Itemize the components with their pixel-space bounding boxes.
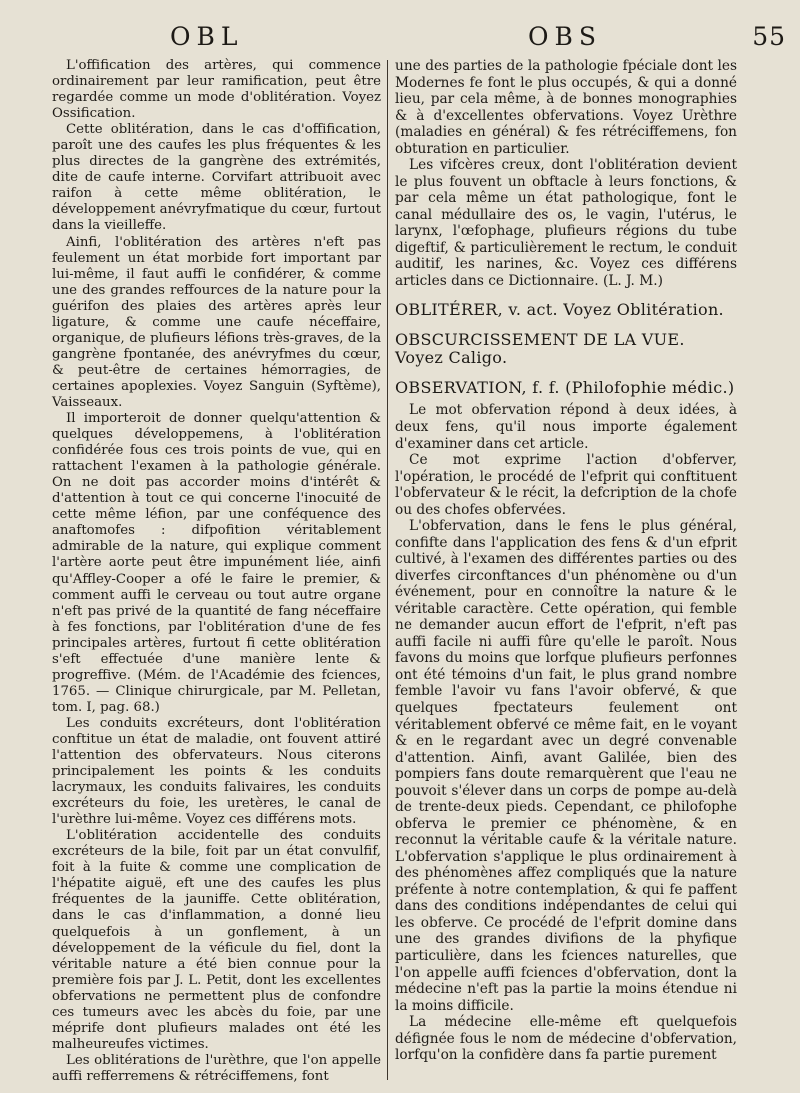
entry-oblitérer-crossref: , v. act. Voyez Oblitération.	[497, 300, 724, 320]
observation-paragraph-3: L'obfervation, dans le fens le plus général, confifte dans l'application des fens & d'un efprit cultivé, à l'examen des différentes parties ou des diverfes circonftances d'un phénomène ou d'un événement, pour en connoître la nature & le véritable caractère. Cette opération, qui femble ne demander aucun effort de l'efprit, n'eft pas auffi facile ni auffi fûre qu'elle le paroît. Nous favons du moins que lorfque plufieurs perfonnes ont été témoins d'un fait, le plus grand nombre femble l'avoir vu fans l'avoir obfervé, & que quelques fpectateurs feulement ont véritablement obfervé ce même fait, en le voyant & en le regardant avec un degré convenable d'attention. Ainfi, avant Galilée, bien des pompiers fans doute remarquèrent que l'eau ne pouvoit s'élever dans un corps de pompe au-delà de trente-deux pieds. Cependant, ce philofophe obferva le premier ce phénomène, & en reconnut la véritable caufe & la véritale nature. L'obfervation s'applique le plus ordinairement à des phénomènes affez compliqués que la nature préfente à notre contemplation, & qui fe paffent dans des conditions indépendantes de celui qui les obferve. Ce procédé de l'efprit domine dans une des grandes divifions de la phyfique particulière, dans les fciences naturelles, que l'on appelle auffi fciences d'obfervation, dont la médecine n'eft pas la partie la moins étendue ni la moins difficile.	[395, 518, 737, 1014]
header-right-keyword: OBS	[528, 22, 602, 51]
entry-observation-headword: OBSERVATION	[395, 378, 522, 398]
left-paragraph-6: L'oblitération accidentelle des conduits excréteurs de la bile, foit par un état convulfif, foit à la fuite & comme une complication de l'hépatite aiguë, eft une des caufes les plus fréquentes de la jauniffe. Cette oblitération, dans le cas d'inflammation, a donné lieu quelquefois à un gonflement, à un développement de la véficule du fiel, dont la véritable nature a été bien connue pour la première fois par J. L. Petit, dont les excellentes obfervations ne permettent plus de confondre ces tumeurs avec les abcès du foie, par une méprife dont plufieurs malades ont été les malheureufes victimes.	[52, 828, 381, 1052]
entry-oblitérer-headword: OBLITÉRER	[395, 300, 498, 320]
left-paragraph-7: Les oblitérations de l'urèthre, que l'on appelle auffi refferremens & rétréciffemens, font	[52, 1052, 381, 1084]
page-number: 55	[752, 22, 786, 51]
header-left-keyword: OBL	[170, 22, 244, 51]
entry-observation	[395, 379, 737, 397]
left-paragraph-5: Les conduits excréteurs, dont l'oblitération conftitue un état de maladie, ont fouvent attiré l'attention des obfervateurs. Nous citerons principalement les points & les conduits lacrymaux, les conduits falivaires, les conduits excréteurs du foie, les uretères, le canal de l'urèthre lui-même. Voyez ces différens mots.	[52, 715, 381, 828]
left-paragraph-4: Il importeroit de donner quelqu'attention & quelques développemens, à l'oblitération confidérée fous ces trois points de vue, qui en rattachent l'examen à la pathologie générale. On ne doit pas accorder moins d'intérêt & d'attention à tout ce qui concerne l'inocuité de cette même léfion, par une conféquence des anaftomofes : difpofition véritablement admirable de la nature, qui explique comment l'artère aorte peut être impunément liée, ainfi qu'Affley-Cooper a ofé le faire le premier, & comment auffi le cerveau ou tout autre organe n'eft pas privé de la quantité de fang néceffaire à fes fonctions, par l'oblitération d'une de fes principales artères, furtout fi cette oblitération s'eft effectuée d'une manière lente & progreffive. (Mém. de l'Académie des fciences, 1765. — Clinique chirurgicale, par M. Pelletan, tom. I, pag. 68.)	[52, 411, 381, 715]
right-paragraph-1: une des parties de la pathologie fpéciale dont les Modernes fe font le plus occupés, & qui a donné lieu, par cela même, à de bonnes monographies & à d'excellentes obfervations. Voyez Urèthre (maladies en général) & fes rétréciffemens, fon obturation en particulier.	[395, 58, 737, 157]
entry-oblitérer	[395, 301, 737, 319]
entry-obscurcissement-headword: OBSCURCISSEMENT DE LA VUE.	[395, 330, 685, 350]
observation-paragraph-2: Ce mot exprime l'action d'obferver, l'opération, le procédé de l'efprit qui conftituent l'obfervateur & le récit, la defcription de la chofe ou des chofes obfervées.	[395, 452, 737, 518]
running-header	[0, 22, 800, 58]
observation-paragraph-4: La médecine elle-même eft quelquefois défignée fous le nom de médecine d'obfervation, lorfqu'on la confidère dans fa partie purement	[395, 1014, 737, 1064]
entry-obscurcissement	[395, 331, 737, 367]
left-paragraph-3: Ainfi, l'oblitération des artères n'eft pas feulement un état morbide fort important par lui-même, il faut auffi le confidérer, & comme une des grandes reffources de la nature pour la guérifon des plaies des artères après leur ligature, & comme une caufe néceffaire, organique, de plufieurs léfions très-graves, de la gangrène fpontanée, des anévryfmes du cœur, & peut-être de certaines hémorragies, de certaines apoplexies. Voyez Sanguin (Syftème), Vaisseaux.	[52, 234, 381, 410]
entry-obscurcissement-crossref: Voyez Caligo.	[395, 348, 508, 368]
left-column	[52, 58, 381, 1085]
entry-observation-subject: , f. f. (Philofophie médic.)	[521, 378, 735, 398]
right-column	[395, 58, 737, 1064]
observation-paragraph-1: Le mot obfervation répond à deux idées, à deux fens, qu'il nous importe également d'examiner dans cet article.	[395, 402, 737, 452]
left-paragraph-1: L'offification des artères, qui commence ordinairement par leur ramification, peut être regardée comme un mode d'oblitération. Voyez Ossification.	[52, 58, 381, 122]
left-paragraph-2: Cette oblitération, dans le cas d'offification, paroît une des caufes les plus fréquentes & les plus directes de la gangrène des extrémités, dite de caufe interne. Corvifart attribuoit avec raifon à cette même oblitération, le développement anévryfmatique du cœur, furtout dans la vieilleffe.	[52, 122, 381, 234]
right-paragraph-2: Les vifcères creux, dont l'oblitération devient le plus fouvent un obftacle à leurs fonctions, & par cela même un état pathologique, font le canal médullaire des os, le vagin, l'utérus, le larynx, l'œfophage, plufieurs régions du tube digeftif, & particulièrement le rectum, le conduit auditif, les narines, &c. Voyez ces différens articles dans ce Dictionnaire. (L. J. M.)	[395, 157, 737, 289]
column-divider	[387, 60, 388, 1080]
